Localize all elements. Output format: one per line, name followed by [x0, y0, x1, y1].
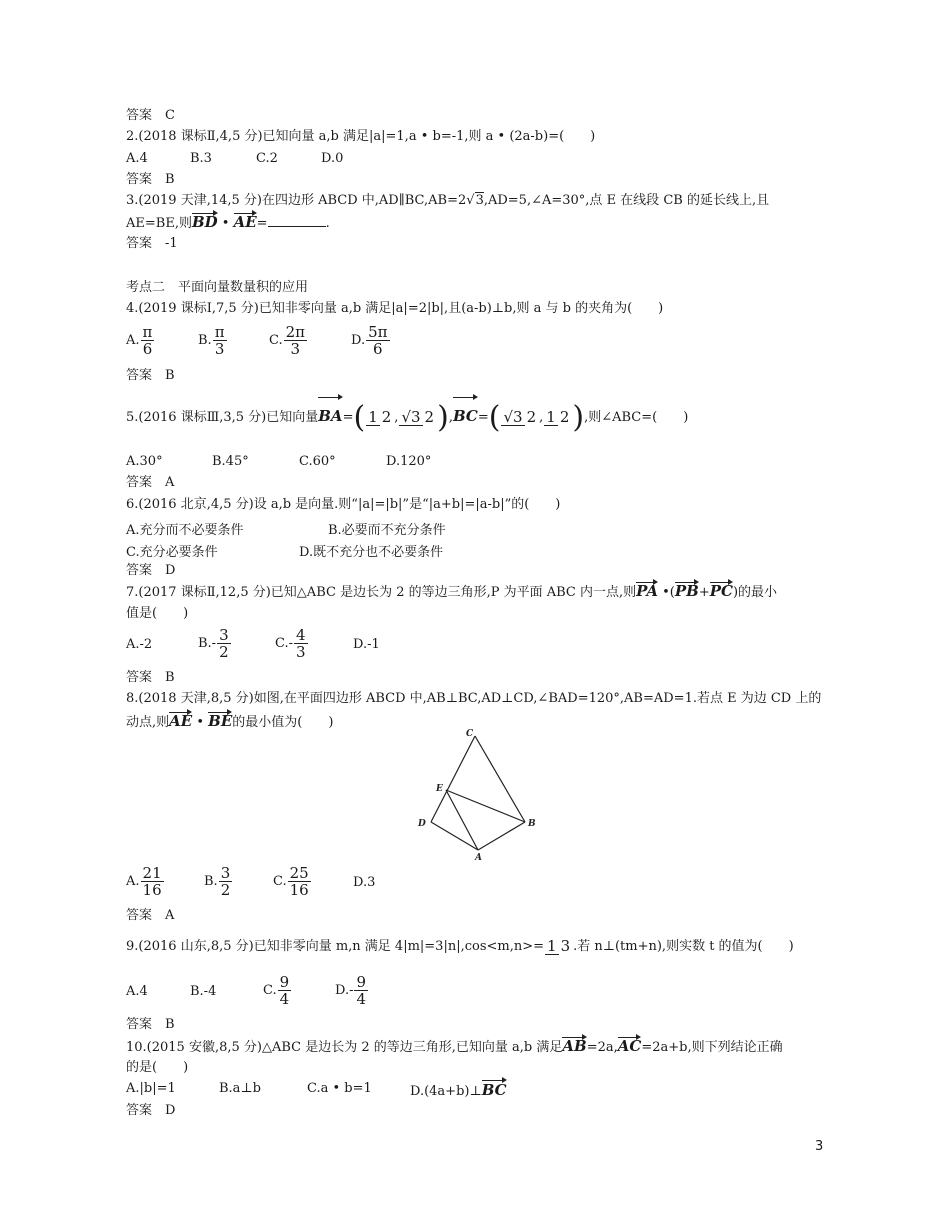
answer-2: 答案 B [126, 172, 175, 187]
q8a-num: 21 [142, 864, 162, 882]
vector-pa: PA [636, 582, 658, 600]
q4-option-c-label: C. [269, 333, 283, 348]
question-2: 2.(2018 课标Ⅱ,4,5 分)已知向量 a,b 满足|a|=1,a • b=-1,则 a • (2a-b)=( ) [126, 129, 596, 144]
answer-5: 答案 A [126, 475, 175, 490]
q8-text-c: 的最小值为( ) [232, 715, 334, 730]
question-6: 6.(2016 北京,4,5 分)设 a,b 是向量.则“|a|=|b|”是“|a+b|=|a-b|”的( ) [126, 497, 561, 512]
q9-option-c-label: C. [263, 983, 277, 998]
question-7-line1 [126, 583, 777, 601]
q4a-num: π [142, 323, 153, 341]
q4-option-a-label: A. [126, 333, 140, 348]
q8b-num: 3 [220, 864, 231, 882]
q7c-den: 3 [296, 643, 306, 661]
q10-option-c: C.a • b=1 [307, 1081, 372, 1096]
q10-text-c: =2a+b,则下列结论正确 [641, 1040, 783, 1055]
question-10-line1 [126, 1038, 783, 1056]
q4-option-b [198, 324, 228, 357]
q9-option-d-fraction [354, 974, 368, 1007]
q5f2-den: 2 [424, 408, 435, 426]
q7-option-b [198, 627, 232, 660]
q4a-den: 6 [142, 340, 153, 358]
q5f1-num: 1 [368, 408, 378, 426]
q5-eq-1: = [342, 410, 354, 425]
q7c-num: 4 [296, 626, 306, 644]
q4d-den: 6 [373, 340, 383, 358]
q4-option-a [126, 324, 155, 357]
q7-plus: + [698, 585, 710, 600]
q4-option-d-fraction [366, 324, 389, 357]
q4c-num: 2π [285, 323, 306, 341]
q9-num: 1 [547, 937, 557, 955]
answer-3: 答案 -1 [126, 236, 178, 251]
q8-option-c-fraction [288, 865, 311, 898]
q7-option-c-fraction [294, 627, 308, 660]
q4-option-d [351, 324, 391, 357]
vector-pb: PB [674, 582, 699, 600]
q3-text-a: 3.(2019 天津,14,5 分)在四边形 ABCD 中,AD∥BC,AB=2 [126, 193, 467, 208]
edge-ab [478, 822, 525, 850]
q5-comma-2: , [448, 410, 453, 425]
answer-9: 答案 B [126, 1017, 175, 1032]
question-4: 4.(2019 课标Ⅰ,7,5 分)已知非零向量 a,b 满足|a|=2|b|,且(a-b)⊥b,则 a 与 b 的夹角为( ) [126, 301, 664, 316]
vector-bc-2: BC [481, 1081, 507, 1099]
q2-option-a: A.4 [126, 151, 148, 166]
q7b-den: 2 [219, 643, 229, 661]
q7-option-d: D.-1 [353, 637, 380, 652]
q9-fraction [545, 938, 572, 955]
edge-cd [431, 736, 475, 822]
q4c-den: 3 [290, 340, 301, 358]
q7-lparen: ( [669, 585, 675, 600]
q5-frac-4 [544, 409, 571, 426]
q9d-den: 4 [356, 990, 367, 1008]
answer-blank [268, 214, 326, 227]
q9-option-c-fraction [278, 974, 292, 1007]
q4-option-c [269, 324, 308, 357]
q8-option-c-label: C. [273, 874, 287, 889]
q4-option-a-fraction [141, 324, 155, 357]
q3-sqrt: √3 [466, 193, 484, 208]
q10-option-d [410, 1081, 507, 1099]
label-d: D [418, 819, 426, 829]
q9d-num: 9 [356, 973, 367, 991]
q5-option-b: B.45° [212, 454, 249, 469]
q3-text-c: AE=BE,则 [126, 216, 192, 231]
vector-ae-2: AE [169, 712, 193, 730]
q8-option-a-fraction [141, 865, 164, 898]
label-e: E [436, 784, 443, 794]
dot-operator-2: • [662, 585, 670, 600]
q4-option-b-fraction [213, 324, 227, 357]
vector-bd: BD [191, 213, 218, 231]
q10-option-d-label: D.(4a+b)⊥ [410, 1084, 482, 1099]
vector-bc: BC [453, 398, 478, 434]
label-a: A [475, 853, 482, 860]
edge-cb [475, 736, 525, 822]
vector-ba: BA [318, 398, 342, 434]
vector-ab: AB [562, 1037, 587, 1055]
q8a-den: 16 [142, 881, 162, 899]
q7-option-c-label: C.- [275, 636, 294, 651]
q9-option-d [335, 974, 369, 1007]
answer-7: 答案 B [126, 670, 175, 685]
q5-lparen-1: ( [353, 399, 366, 435]
question-9 [126, 930, 794, 964]
q7-option-b-label: B.- [198, 636, 217, 651]
question-5 [126, 398, 688, 438]
label-b: B [528, 819, 536, 829]
answer-10: 答案 D [126, 1103, 176, 1118]
q8-option-d: D.3 [353, 875, 376, 890]
q4-option-c-fraction [284, 324, 307, 357]
q8-option-b [204, 865, 233, 898]
q7-text-b: )的最小 [732, 585, 778, 600]
q4-option-d-label: D. [351, 333, 366, 348]
q3-sqrt-radicand: 3 [475, 193, 484, 208]
q8-option-a-label: A. [126, 874, 140, 889]
q2-option-c: C.2 [256, 151, 278, 166]
question-8-line1: 8.(2018 天津,8,5 分)如图,在平面四边形 ABCD 中,AB⊥BC,AD⊥CD,∠BAD=120°,AB=AD=1.若点 E 为边 CD 上的 [126, 691, 822, 706]
label-c: C [466, 729, 474, 739]
dot-operator-3: • [196, 715, 205, 730]
quadrilateral-figure [410, 726, 540, 860]
answer-4: 答案 B [126, 368, 175, 383]
q5-lparen-2: ( [488, 399, 501, 435]
q7-option-c [275, 627, 309, 660]
answer-8: 答案 A [126, 908, 175, 923]
q7-option-a: A.-2 [126, 637, 153, 652]
q5f1-den: 2 [381, 408, 392, 426]
question-7-line2: 值是( ) [126, 606, 189, 621]
q8b-den: 2 [220, 881, 231, 899]
q10-text-b: =2a, [586, 1040, 618, 1055]
q8-option-a [126, 865, 165, 898]
q6-option-b: B.必要而不充分条件 [328, 523, 446, 538]
question-3-line2 [126, 214, 330, 232]
q5-frac-2 [399, 409, 436, 426]
q8-option-b-label: B. [204, 874, 218, 889]
q8-text-b: 动点,则 [126, 715, 170, 730]
q5-text-b: ,则∠ABC=( ) [584, 410, 689, 425]
q3-text-e: . [325, 216, 330, 231]
q8c-num: 25 [289, 864, 309, 882]
q5-option-d: D.120° [386, 454, 432, 469]
q7b-num: 3 [219, 626, 229, 644]
q7-text-a: 7.(2017 课标Ⅱ,12,5 分)已知△ABC 是边长为 2 的等边三角形,P 为平面 ABC 内一点,则 [126, 585, 637, 600]
vector-be: BE [208, 712, 233, 730]
q5-option-a: A.30° [126, 454, 163, 469]
q9-option-c [263, 974, 292, 1007]
q10-text-a: 10.(2015 安徽,8,5 分)△ABC 是边长为 2 的等边三角形,已知向量 a,b 满足 [126, 1040, 563, 1055]
section-heading: 考点二 平面向量数量积的应用 [126, 280, 309, 295]
answer-6: 答案 D [126, 563, 176, 578]
q5f4-den: 2 [559, 408, 570, 426]
q7-option-b-fraction [217, 627, 231, 660]
q3-text-b: ,AD=5,∠A=30°,点 E 在线段 CB 的延长线上,且 [483, 193, 770, 208]
q9c-den: 4 [279, 990, 290, 1008]
q9-den: 3 [560, 937, 571, 955]
edge-eb [446, 790, 525, 822]
q9-option-b: B.-4 [190, 984, 217, 999]
q8-option-b-fraction [219, 865, 233, 898]
q5-rparen-1: ) [437, 399, 449, 435]
q3-text-d: = [256, 216, 268, 231]
vector-ac: AC [617, 1037, 642, 1055]
q5-frac-1 [366, 409, 393, 426]
question-8-line2 [126, 713, 333, 731]
q5f4-num: 1 [546, 408, 556, 426]
dot-operator: • [221, 216, 230, 231]
q5f3-num: √3 [503, 408, 523, 426]
q10-option-b: B.a⊥b [219, 1081, 261, 1096]
q8-option-c [273, 865, 312, 898]
q4d-num: 5π [368, 323, 388, 341]
vector-pc: PC [709, 582, 733, 600]
page-number: 3 [815, 1139, 824, 1154]
q4b-num: π [214, 323, 225, 341]
q9-text-a: 9.(2016 山东,8,5 分)已知非零向量 m,n 满足 4|m|=3|n|,cos<m,n>= [126, 939, 545, 954]
q4-option-b-label: B. [198, 333, 212, 348]
q5f2-num: √3 [401, 408, 421, 426]
q5-eq-2: = [477, 410, 489, 425]
question-3-line1 [126, 192, 769, 209]
question-10-line2: 的是( ) [126, 1060, 189, 1075]
q5f3-den: 2 [526, 408, 537, 426]
q2-option-b: B.3 [190, 151, 212, 166]
q6-option-c: C.充分必要条件 [126, 545, 218, 560]
q2-option-d: D.0 [321, 151, 344, 166]
q9-text-b: .若 n⊥(tm+n),则实数 t 的值为( ) [573, 939, 794, 954]
answer-1: 答案 C [126, 108, 175, 123]
q5-text-a: 5.(2016 课标Ⅲ,3,5 分)已知向量 [126, 410, 319, 425]
q5-comma-1: , [394, 410, 399, 425]
q9-option-d-label: D.- [335, 983, 354, 998]
q5-frac-3 [501, 409, 538, 426]
q5-option-c: C.60° [299, 454, 336, 469]
vector-ae: AE [233, 213, 257, 231]
q6-option-a: A.充分而不必要条件 [126, 523, 244, 538]
q8c-den: 16 [289, 881, 309, 899]
q9c-num: 9 [279, 973, 290, 991]
q9-option-a: A.4 [126, 984, 148, 999]
figure-lines [431, 736, 525, 850]
q4b-den: 3 [214, 340, 225, 358]
q5-rparen-2: ) [572, 399, 585, 435]
q10-option-a: A.|b|=1 [126, 1081, 176, 1096]
q5-comma-3: , [539, 410, 544, 425]
q6-option-d: D.既不充分也不必要条件 [299, 545, 444, 560]
